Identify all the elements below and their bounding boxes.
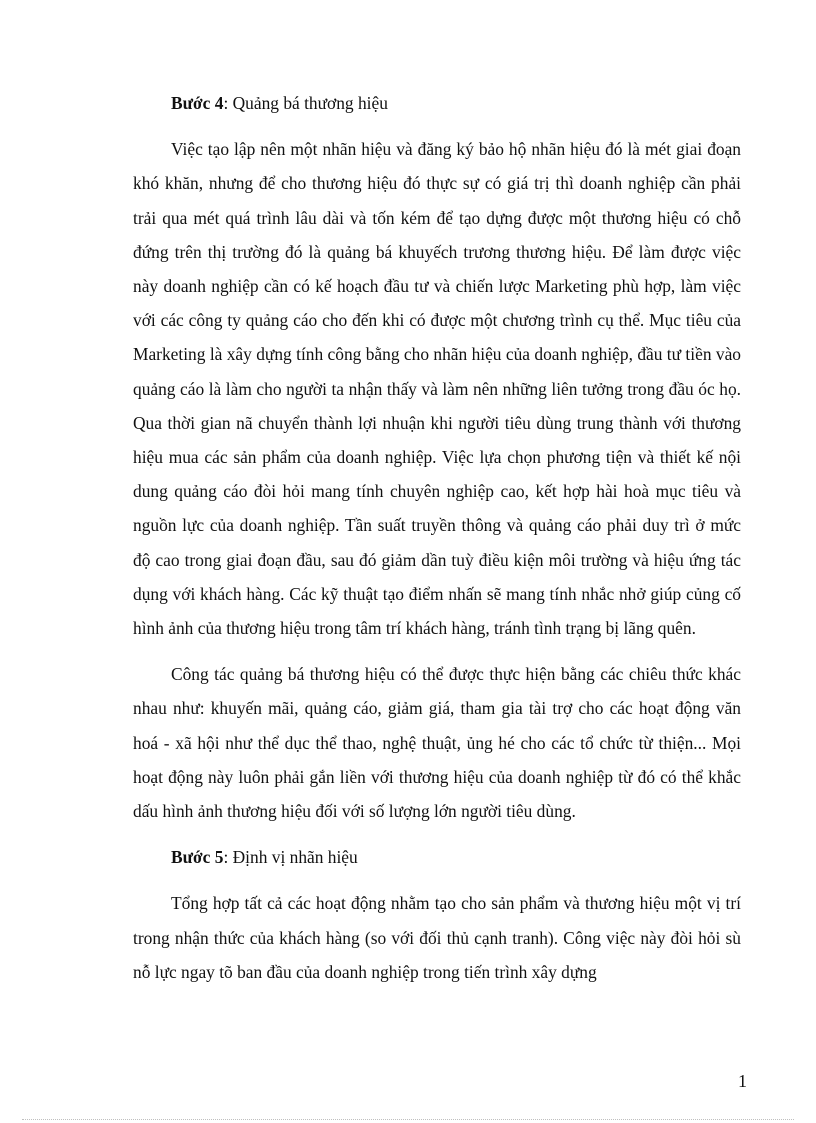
heading-label: Bước 5 [171, 847, 224, 868]
page-bottom-divider [22, 1119, 794, 1120]
paragraph: Công tác quảng bá thương hiệu có thể được thực hiện bằng các chiêu thức khác nhau như: khuyến mãi, quảng cáo, giảm giá, tham gia tài trợ cho các hoạt động văn hoá - xã hội như thể dục thể thao, nghệ thuật, ủng hé cho các tổ chức từ thiện... Mọi hoạt động này luôn phải gắn liền với thương hiệu của doanh nghiệp từ đó có thể khắc dấu hình ảnh thương hiệu đối với số lượng lớn người tiêu dùng. [133, 664, 741, 822]
section-heading-step-5 [133, 840, 741, 874]
paragraph: Tổng hợp tất cả các hoạt động nhằm tạo cho sản phẩm và thương hiệu một vị trí trong nhận thức của khách hàng (so với đối thủ cạnh tranh). Công việc này đòi hỏi sù nỗ lực ngay tõ ban đầu của doanh nghiệp trong tiến trình xây dựng [133, 893, 741, 982]
section-heading-step-4 [133, 86, 741, 120]
page-number: 1 [738, 1071, 747, 1091]
heading-title: : Quảng bá thương hiệu [223, 93, 388, 113]
paragraph: Việc tạo lập nên một nhãn hiệu và đăng ký bảo hộ nhãn hiệu đó là mét giai đoạn khó khăn, nhưng để cho thương hiệu đó thực sự có giá trị thì doanh nghiệp cần phải trải qua mét quá trình lâu dài và tốn kém để tạo dựng được một thương hiệu có chỗ đứng trên thị trường đó là quảng bá khuyếch trương thương hiệu. Để làm được việc này doanh nghiệp cần có kế hoạch đầu tư và chiến lược Marketing phù hợp, làm việc với các công ty quảng cáo cho đến khi có được một chương trình cụ thể. Mục tiêu của Marketing là xây dựng tính công bằng cho nhãn hiệu của doanh nghiệp, đầu tư tiền vào quảng cáo là làm cho người ta nhận thấy và làm nên những liên tưởng trong đầu óc họ. Qua thời gian nã chuyển thành lợi nhuận khi người tiêu dùng trung thành với thương hiệu mua các sản phẩm của doanh nghiệp. Việc lựa chọn phương tiện và thiết kế nội dung quảng cáo đòi hỏi mang tính chuyên nghiệp cao, kết hợp hài hoà mục tiêu và nguồn lực của doanh nghiệp. Tần suất truyền thông và quảng cáo phải duy trì ở mức độ cao trong giai đoạn đầu, sau đó giảm dần tuỳ điều kiện môi trường và hiệu ứng tác dụng với khách hàng. Các kỹ thuật tạo điểm nhấn sẽ mang tính nhắc nhở giúp củng cố hình ảnh của thương hiệu trong tâm trí khách hàng, tránh tình trạng bị lãng quên. [133, 139, 741, 639]
page-body [133, 86, 741, 1001]
heading-label: Bước 4 [171, 93, 224, 113]
heading-title: : Định vị nhãn hiệu [223, 847, 358, 868]
